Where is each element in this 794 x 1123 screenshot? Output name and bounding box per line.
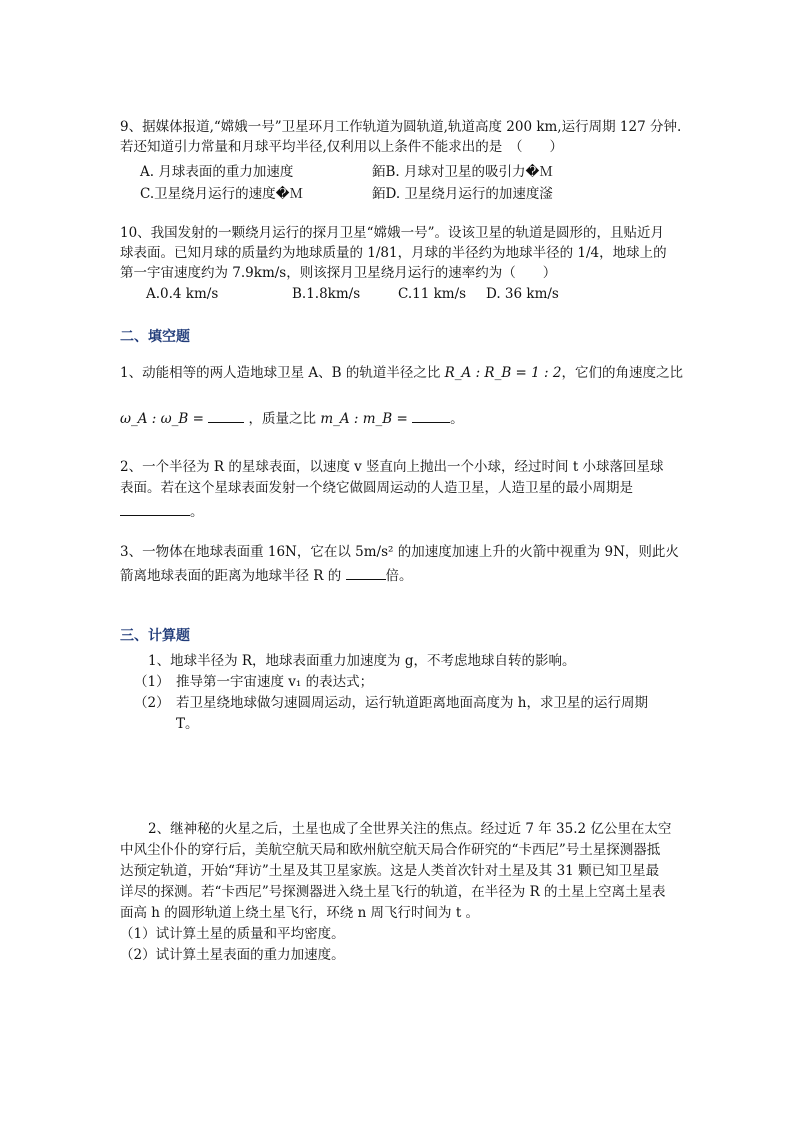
q10-option-d: D. 36 km/s xyxy=(486,286,559,302)
f1-mid-text: ，质量之比 xyxy=(248,411,317,427)
q9-option-a: A. 月球表面的重力加速度 xyxy=(140,164,294,180)
q9-option-b: 銆B. 月球对卫星的吸引力�Ｍ xyxy=(372,164,553,180)
c1-line-1: 1、地球半径为 R，地球表面重力加速度为 g，不考虑地球自转的影响。 xyxy=(148,653,576,669)
f1-mass-expression: m_A : m_B = xyxy=(320,411,408,427)
q10-option-a: A.0.4 km/s xyxy=(146,286,219,302)
f2-end: 。 xyxy=(190,504,204,520)
f3-answer-blank[interactable] xyxy=(346,565,386,580)
c1-part-1-number: （1） xyxy=(134,674,170,690)
c1-part-2-number: （2） xyxy=(134,695,170,711)
f3-line-2 xyxy=(120,565,413,585)
q10-option-c: C.11 km/s xyxy=(398,286,467,302)
section-heading-fill-in: 二、填空题 xyxy=(120,329,190,345)
q9-line-2: 若还知道引力常量和月球平均半径,仅利用以上条件不能求出的是 （ ） xyxy=(120,139,564,155)
f1-line-2 xyxy=(120,408,464,428)
q10-line-1: 10、我国发射的一颗绕月运行的探月卫星“嫦娥一号”。设该卫星的轨道是圆形的，且贴近月 xyxy=(120,225,664,241)
f2-line-1: 2、一个半径为 R 的星球表面，以速度 v 竖直向上抛出一个小球，经过时间 t 小球落回星球 xyxy=(120,459,664,475)
c2-line-5: 面高 h 的圆形轨道上绕土星飞行，环绕 n 周飞行时间为 t 。 xyxy=(120,905,480,921)
f3-suffix: 倍。 xyxy=(385,568,413,584)
f1-line-1 xyxy=(120,364,683,382)
q10-option-b: B.1.8km/s xyxy=(292,286,361,302)
c1-part-2-text: 若卫星绕地球做匀速圆周运动，运行轨道距离地面高度为 h，求卫星的运行周期 xyxy=(176,695,648,711)
f1-suffix: ，它们的角速度之比 xyxy=(561,365,683,381)
f2-line-2: 表面。若在这个星球表面发射一个绕它做圆周运动的人造卫星，人造卫星的最小周期是 xyxy=(120,480,633,496)
c1-part-1-text: 推导第一宇宙速度 v₁ 的表达式； xyxy=(176,674,374,690)
c2-line-4: 详尽的探测。若“卡西尼”号探测器进入绕土星飞行的轨道，在半径为 R 的土星上空离土星表 xyxy=(120,884,666,900)
f1-omega-blank[interactable] xyxy=(208,408,244,423)
q9-option-c: C.卫星绕月运行的速度�Ｍ xyxy=(140,186,303,202)
c2-line-1: 2、继神秘的火星之后，土星也成了全世界关注的焦点。经过近 7 年 35.2 亿公里在太空 xyxy=(148,821,672,837)
q9-line-1: 9、据媒体报道,“嫦娥一号”卫星环月工作轨道为圆轨道,轨道高度 200 km,运行周期 127 分钟. xyxy=(120,119,682,135)
q10-line-3: 第一宇宙速度约为 7.9km/s，则该探月卫星绕月运行的速率约为（ ） xyxy=(120,265,557,281)
f3-prefix: 箭离地球表面的距离为地球半径 R 的 xyxy=(120,568,342,584)
section-heading-calculation: 三、计算题 xyxy=(120,628,190,644)
f1-prefix: 1、动能相等的两人造地球卫星 A、B 的轨道半径之比 xyxy=(120,365,441,381)
f1-end: 。 xyxy=(450,411,464,427)
f3-line-1: 3、一物体在地球表面重 16N，它在以 5m/s² 的加速度加速上升的火箭中视重为 9N，则此火 xyxy=(120,544,679,560)
q9-option-d: 銆D. 卫星绕月运行的加速度滏 xyxy=(372,186,553,202)
q10-line-2: 球表面。已知月球的质量约为地球质量的 1/81，月球的半径约为地球半径的 1/4，地球上的 xyxy=(120,245,667,261)
c2-line-2: 中风尘仆仆的穿行后，美航空航天局和欧州航空航天局合作研究的“卡西尼”号土星探测器抵 xyxy=(120,842,661,858)
f2-line-3 xyxy=(120,501,204,521)
c1-part-2-continuation: T。 xyxy=(176,716,199,732)
f1-radius-ratio: R_A : R_B = 1 : 2 xyxy=(444,365,562,381)
f2-answer-blank[interactable] xyxy=(120,501,190,516)
f1-mass-blank[interactable] xyxy=(412,408,450,423)
c2-part-2: （2）试计算土星表面的重力加速度。 xyxy=(120,947,345,963)
c2-line-3: 达预定轨道，开始“拜访”土星及其卫星家族。这是人类首次针对土星及其 31 颗已知卫星最 xyxy=(120,863,660,879)
c2-part-1: （1）试计算土星的质量和平均密度。 xyxy=(120,926,345,942)
f1-omega-expression: ω_A : ω_B = xyxy=(120,411,204,427)
